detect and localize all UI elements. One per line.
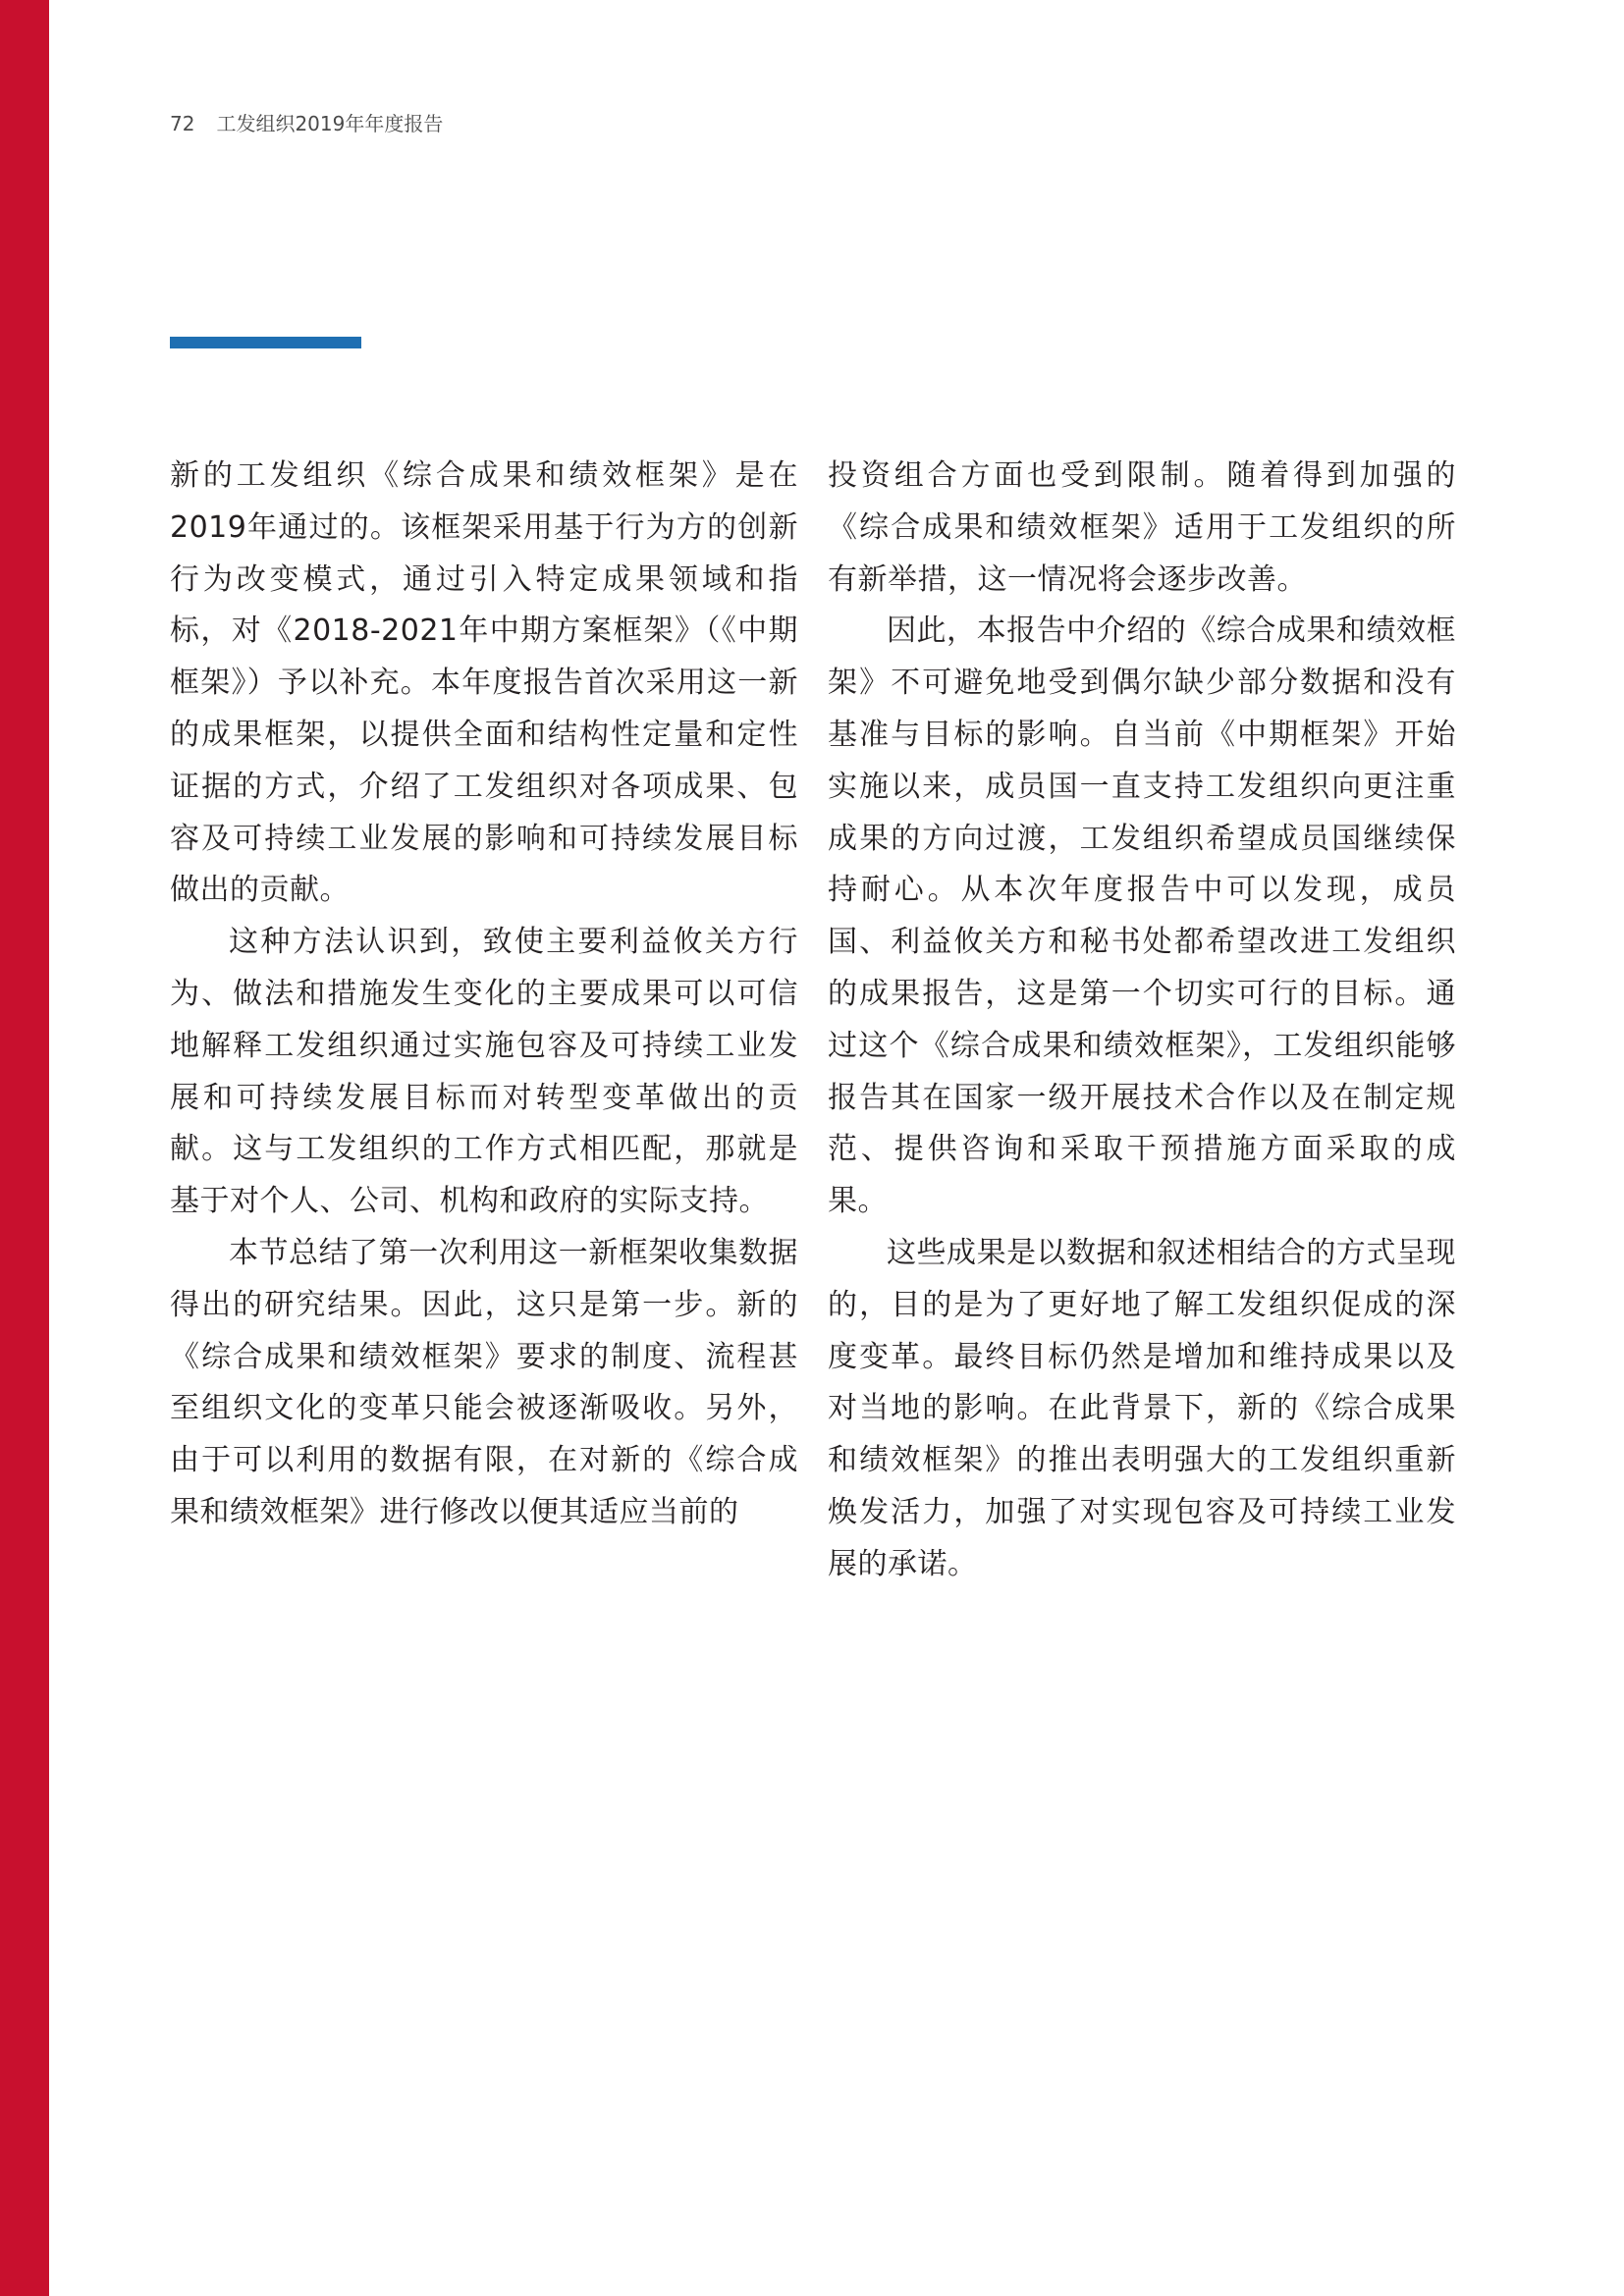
paragraph: 这些成果是以数据和叙述相结合的方式呈现的，目的是为了更好地了解工发组织促成的深度变革。最终目标仍然是增加和维持成果以及对当地的影响。在此背景下，新的《综合成果和绩效框架》的推出表明强大的工发组织重新焕发活力，加强了对实现包容及可持续工业发展的承诺。 [828,1235,1456,1581]
side-accent-bar [0,0,49,2296]
paragraph: 这种方法认识到，致使主要利益攸关方行为、做法和措施发生变化的主要成果可以可信地解释工发组织通过实施包容及可持续工业发展和可持续发展目标而对转型变革做出的贡献。这与工发组织的工作方式相匹配，那就是基于对个人、公司、机构和政府的实际支持。 [170,925,798,1219]
section-accent-rule [170,337,361,348]
running-header [170,110,443,137]
paragraph: 新的工发组织《综合成果和绩效框架》是在2019年通过的。该框架采用基于行为方的创新行为改变模式，通过引入特定成果领域和指标，对《2018-2021年中期方案框架》（《中期框架》）予以补充。本年度报告首次采用这一新的成果框架，以提供全面和结构性定量和定性证据的方式，介绍了工发组织对各项成果、包容及可持续工业发展的影响和可持续发展目标做出的贡献。 [170,458,798,908]
paragraph-continued: 投资组合方面也受到限制。随着得到加强的《综合成果和绩效框架》适用于工发组织的所有新举措，这一情况将会逐步改善。 [828,458,1456,597]
paragraph: 因此，本报告中介绍的《综合成果和绩效框架》不可避免地受到偶尔缺少部分数据和没有基准与目标的影响。自当前《中期框架》开始实施以来，成员国一直支持工发组织向更注重成果的方向过渡，工发组织希望成员国继续保持耐心。从本次年度报告中可以发现，成员国、利益攸关方和秘书处都希望改进工发组织的成果报告，这是第一个切实可行的目标。通过这个《综合成果和绩效框架》，工发组织能够报告其在国家一级开展技术合作以及在制定规范、提供咨询和采取干预措施方面采取的成果。 [828,614,1456,1219]
running-title: 工发组织2019年年度报告 [216,112,444,135]
page-number: 72 [170,112,195,135]
right-column [828,451,1456,1591]
left-column [170,451,798,1539]
paragraph: 本节总结了第一次利用这一新框架收集数据得出的研究结果。因此，这只是第一步。新的《综合成果和绩效框架》要求的制度、流程甚至组织文化的变革只能会被逐渐吸收。另外，由于可以利用的数据有限，在对新的《综合成果和绩效框架》进行修改以便其适应当前的 [170,1235,798,1529]
